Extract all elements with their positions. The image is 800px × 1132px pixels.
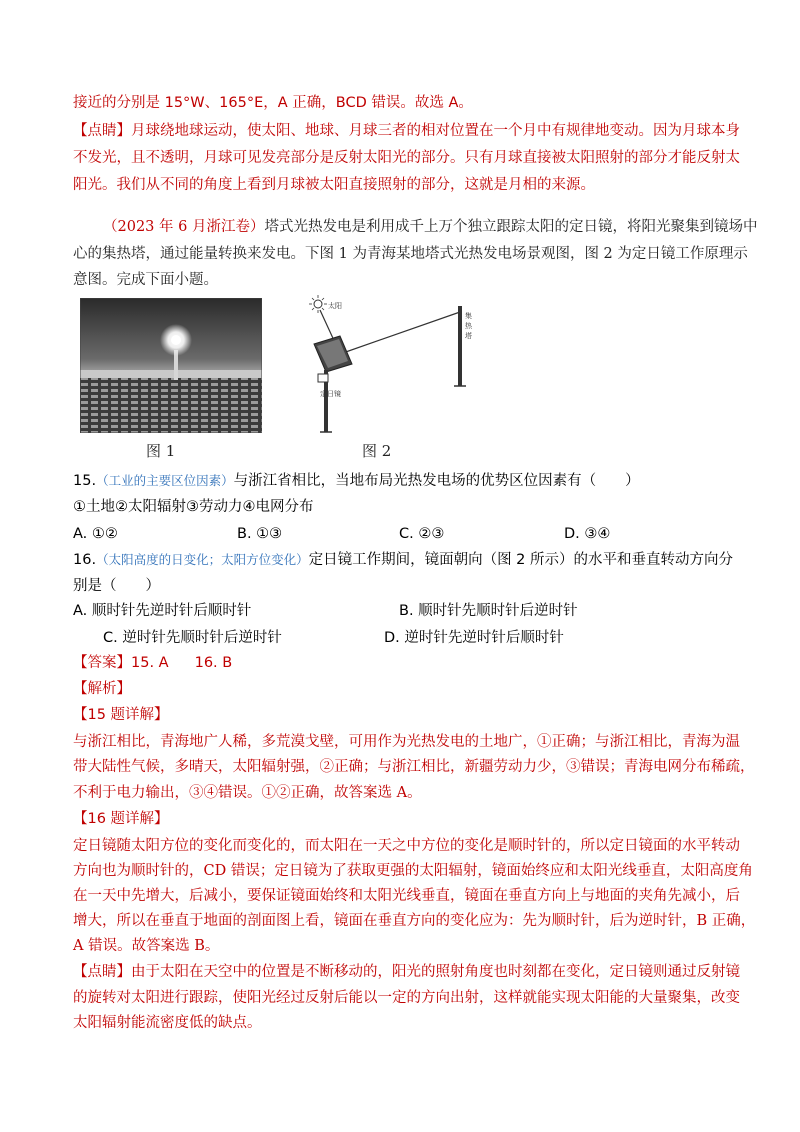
source-tag: （2023 年 6 月浙江卷）	[103, 219, 265, 235]
dianjing-line-2: 不发光，且不透明，月球可见发亮部分是反射太阳光的部分。只有月球直接被太阳照射的部分才能反射太	[73, 150, 740, 166]
dj-line-1	[73, 962, 740, 982]
dianjing-text: 月球绕地球运动，使太阳、地球、月球三者的相对位置在一个月中有规律地变动。因为月球本身	[131, 123, 740, 139]
d16-title: 【16 题详解】	[73, 811, 169, 827]
q15-number: 15.	[73, 473, 97, 489]
q15-option-c[interactable]: C. ②③	[399, 526, 445, 542]
stem-line-3: 意图。完成下面小题。	[73, 272, 218, 288]
q15-stem	[73, 471, 640, 491]
tower	[458, 306, 462, 386]
sun-icon	[309, 295, 327, 313]
d16-line-4: 增大，所以在垂直于地面的剖面图上看，镜面在垂直方向的变化应为：先为顺时针，后为逆时针，B 正确，	[73, 913, 756, 929]
q15-option-d[interactable]: D. ③④	[564, 526, 611, 542]
figure-2-diagram	[300, 292, 480, 442]
q15-tag: （工业的主要区位因素）	[96, 473, 234, 488]
q16-stem-2: 别是（ ）	[73, 578, 160, 594]
q16-stem	[73, 550, 733, 570]
sun-label: 太阳	[328, 302, 342, 310]
stem-text: 塔式光热发电是利用成千上万个独立跟踪太阳的定日镜，将阳光聚集到镜场中	[264, 219, 758, 235]
d15-line-2: 带大陆性气候，多晴天，太阳辐射强，②正确；与浙江相比，新疆劳动力少，③错误；青海电网分布稀疏，	[73, 759, 755, 775]
stem-line-2: 心的集热塔，通过能量转换来发电。下图 1 为青海某地塔式光热发电场景观图，图 2 为定日镜工作原理示	[73, 246, 748, 262]
dianjing-line-1	[73, 121, 740, 141]
jiexi-label: 【解析】	[73, 681, 131, 697]
answer-text-line: 接近的分别是 15°W、165°E，A 正确，BCD 错误。故选 A。	[73, 95, 473, 111]
q16-text: 定日镜工作期间，镜面朝向（图 2 所示）的水平和垂直转动方向分	[308, 552, 734, 568]
figure-1-caption: 图 1	[146, 442, 176, 460]
d15-line-3: 不利于电力输出，③④错误。①②正确，故答案选 A。	[73, 785, 422, 801]
answer-line	[73, 653, 232, 673]
q16-number: 16.	[73, 552, 97, 568]
tower-label-3: 塔	[465, 332, 472, 340]
d16-line-3: 在一天中先增大，后减小，要保证镜面始终和太阳光线垂直，镜面在垂直方向上与地面的夹角先减小，后	[73, 888, 740, 904]
tower-label-1: 集	[465, 312, 472, 320]
q15-option-b[interactable]: B. ①③	[237, 526, 283, 542]
dj-label: 【点睛】	[73, 964, 131, 980]
q16-option-b[interactable]: B. 顺时针先顺时针后逆时针	[399, 603, 578, 619]
stem-line-1	[103, 217, 757, 237]
q16-tag: （太阳高度的日变化；太阳方位变化）	[96, 552, 309, 567]
mirror-label: 定日镜	[320, 390, 341, 398]
dianjing-line-3: 阳光。我们从不同的角度上看到月球被太阳直接照射的部分，这就是月相的来源。	[73, 177, 595, 193]
figure-1-photo	[80, 298, 262, 433]
q16-option-a[interactable]: A. 顺时针先逆时针后顺时针	[73, 603, 252, 619]
q16-option-c[interactable]: C. 逆时针先顺时针后逆时针	[103, 630, 282, 646]
dianjing-label: 【点睛】	[73, 123, 131, 139]
figure-2-caption: 图 2	[362, 442, 392, 460]
dj-line-2: 的旋转对太阳进行跟踪，使阳光经过反射后能以一定的方向出射，这样就能实现太阳能的大量聚集，改变	[73, 990, 740, 1006]
d16-line-5: A 错误。故答案选 B。	[73, 938, 220, 954]
tower-label-2: 热	[465, 322, 472, 330]
answer-16: 16. B	[194, 655, 233, 671]
q16-option-d[interactable]: D. 逆时针先逆时针后顺时针	[384, 630, 564, 646]
q15-option-a[interactable]: A. ①②	[73, 526, 118, 542]
d15-title: 【15 题详解】	[73, 707, 169, 723]
answer-label: 【答案】	[73, 655, 131, 671]
dj-line-3: 太阳辐射能流密度低的缺点。	[73, 1015, 262, 1031]
dj-text: 由于太阳在天空中的位置是不断移动的，阳光的照射角度也时刻都在变化，定日镜则通过反射镜	[131, 964, 740, 980]
q15-text: 与浙江省相比，当地布局光热发电场的优势区位因素有（ ）	[233, 473, 640, 489]
d16-line-2: 方向也为顺时针的，CD 错误；定日镜为了获取更强的太阳辐射，镜面始终应和太阳光线垂直，太阳高度角	[73, 863, 753, 879]
q15-items: ①土地②太阳辐射③劳动力④电网分布	[73, 499, 314, 515]
d15-line-1: 与浙江相比，青海地广人稀，多荒漠戈壁，可用作为光热发电的土地广，①正确；与浙江相比，青海为温	[73, 734, 740, 750]
d16-line-1: 定日镜随太阳方位的变化而变化的，而太阳在一天之中方位的变化是顺时针的，所以定日镜面的水平转动	[73, 838, 740, 854]
answer-15: 15. A	[131, 655, 169, 671]
